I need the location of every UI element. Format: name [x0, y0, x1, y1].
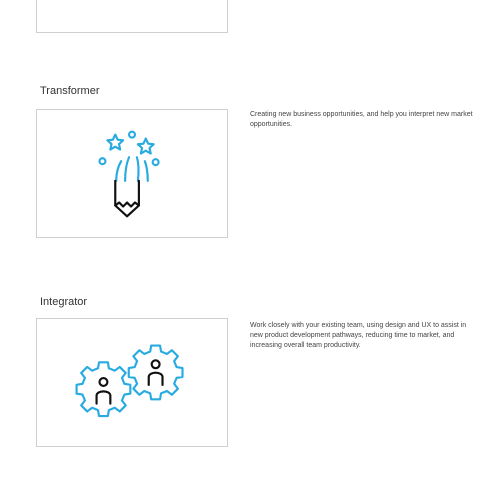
image-card-integrator: [36, 318, 228, 447]
section-title-integrator: Integrator: [40, 296, 88, 308]
image-card-transformer: [36, 109, 228, 238]
section-title-transformer: Transformer: [40, 85, 100, 97]
gears-people-icon: [37, 319, 227, 446]
section-description-transformer: Creating new business opportunities, and help you interpret new market opportunities.: [250, 111, 473, 128]
section-description-integrator: Work closely with your existing team, using design and UX to assist in new product development pathways, reducing time to market, and increasing overall team productivity.: [250, 322, 467, 349]
image-card-top: [36, 0, 228, 33]
pencil-stars-icon: [37, 110, 227, 237]
